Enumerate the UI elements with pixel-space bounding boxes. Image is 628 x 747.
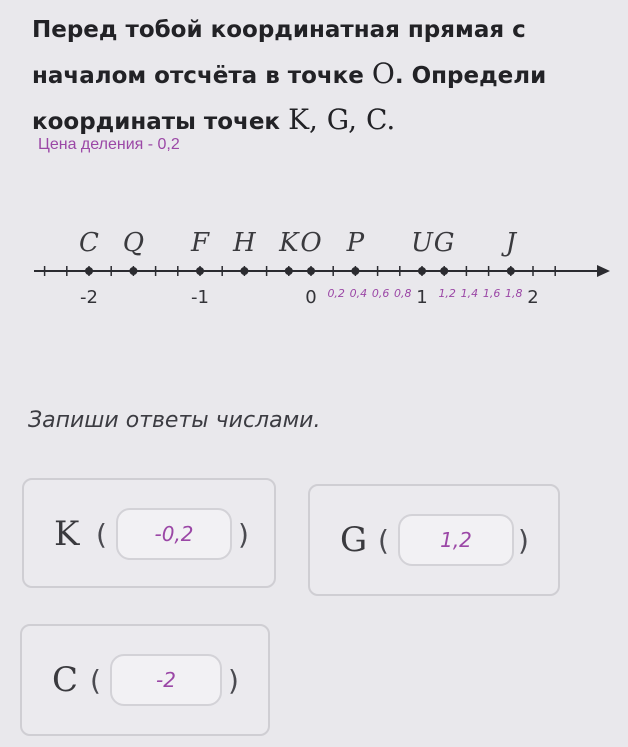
point-dot-h [240, 267, 248, 275]
point-dot-k [285, 267, 293, 275]
answer-input-c[interactable]: -2 [110, 654, 222, 706]
axis-label: 0 [305, 287, 317, 308]
target-points: K, G, C [288, 103, 387, 136]
point-label-g: G [433, 228, 455, 258]
answer-label-k: K [54, 514, 80, 554]
answer-card-k [22, 478, 276, 588]
division-hint: Цена деления - 0,2 [38, 136, 180, 153]
point-dot-u [418, 267, 426, 275]
point-dot-p [351, 267, 359, 275]
close-paren: ) [518, 524, 529, 557]
axis-label: -2 [80, 287, 98, 308]
handwritten-label: 1,2 [438, 287, 456, 300]
point-dot-f [196, 267, 204, 275]
number-line [0, 215, 628, 325]
answer-input-k[interactable]: -0,2 [116, 508, 232, 560]
instruction-text: Запиши ответы числами. [28, 408, 321, 433]
open-paren: ( [96, 518, 107, 551]
question-line-3: координаты точек K, G, C. [32, 103, 396, 136]
point-label-j: J [505, 228, 517, 258]
question-text [32, 8, 602, 144]
answer-label-g: G [340, 520, 368, 560]
point-dot-g [440, 267, 448, 275]
point-dot-j [507, 267, 515, 275]
handwritten-label: 1,8 [505, 287, 523, 300]
handwritten-label: 0,8 [394, 287, 412, 300]
axis-arrow [597, 265, 610, 277]
point-dot-o [307, 267, 315, 275]
point-label-c: C [79, 228, 99, 258]
handwritten-label: 1,6 [482, 287, 501, 300]
handwritten-label: 0,6 [371, 287, 390, 300]
axis-label: 1 [416, 287, 428, 308]
point-dot-c [85, 267, 93, 275]
handwritten-label: 1,4 [460, 287, 479, 300]
close-paren: ) [228, 664, 239, 697]
handwritten-label: 0,4 [349, 287, 368, 300]
answer-input-g[interactable]: 1,2 [398, 514, 514, 566]
question-line-1: Перед тобой координатная прямая с [32, 17, 526, 43]
open-paren: ( [90, 664, 101, 697]
point-label-h: H [233, 228, 256, 258]
close-paren: ) [238, 518, 249, 551]
answer-card-g [308, 484, 560, 596]
axis-label: 2 [527, 287, 539, 308]
point-label-u: U [411, 228, 433, 258]
point-label-o: O [300, 228, 322, 258]
point-label-f: F [190, 228, 210, 258]
open-paren: ( [378, 524, 389, 557]
point-label-q: Q [122, 228, 145, 258]
origin-letter: O [371, 57, 395, 90]
point-label-k: K [279, 228, 299, 258]
answer-label-c: C [52, 660, 79, 700]
point-dot-q [129, 267, 137, 275]
axis-label: -1 [191, 287, 209, 308]
answer-card-c [20, 624, 270, 736]
point-label-p: P [346, 228, 365, 258]
question-line-2: началом отсчёта в точке O. Определи [32, 57, 547, 90]
handwritten-label: 0,2 [327, 287, 345, 300]
